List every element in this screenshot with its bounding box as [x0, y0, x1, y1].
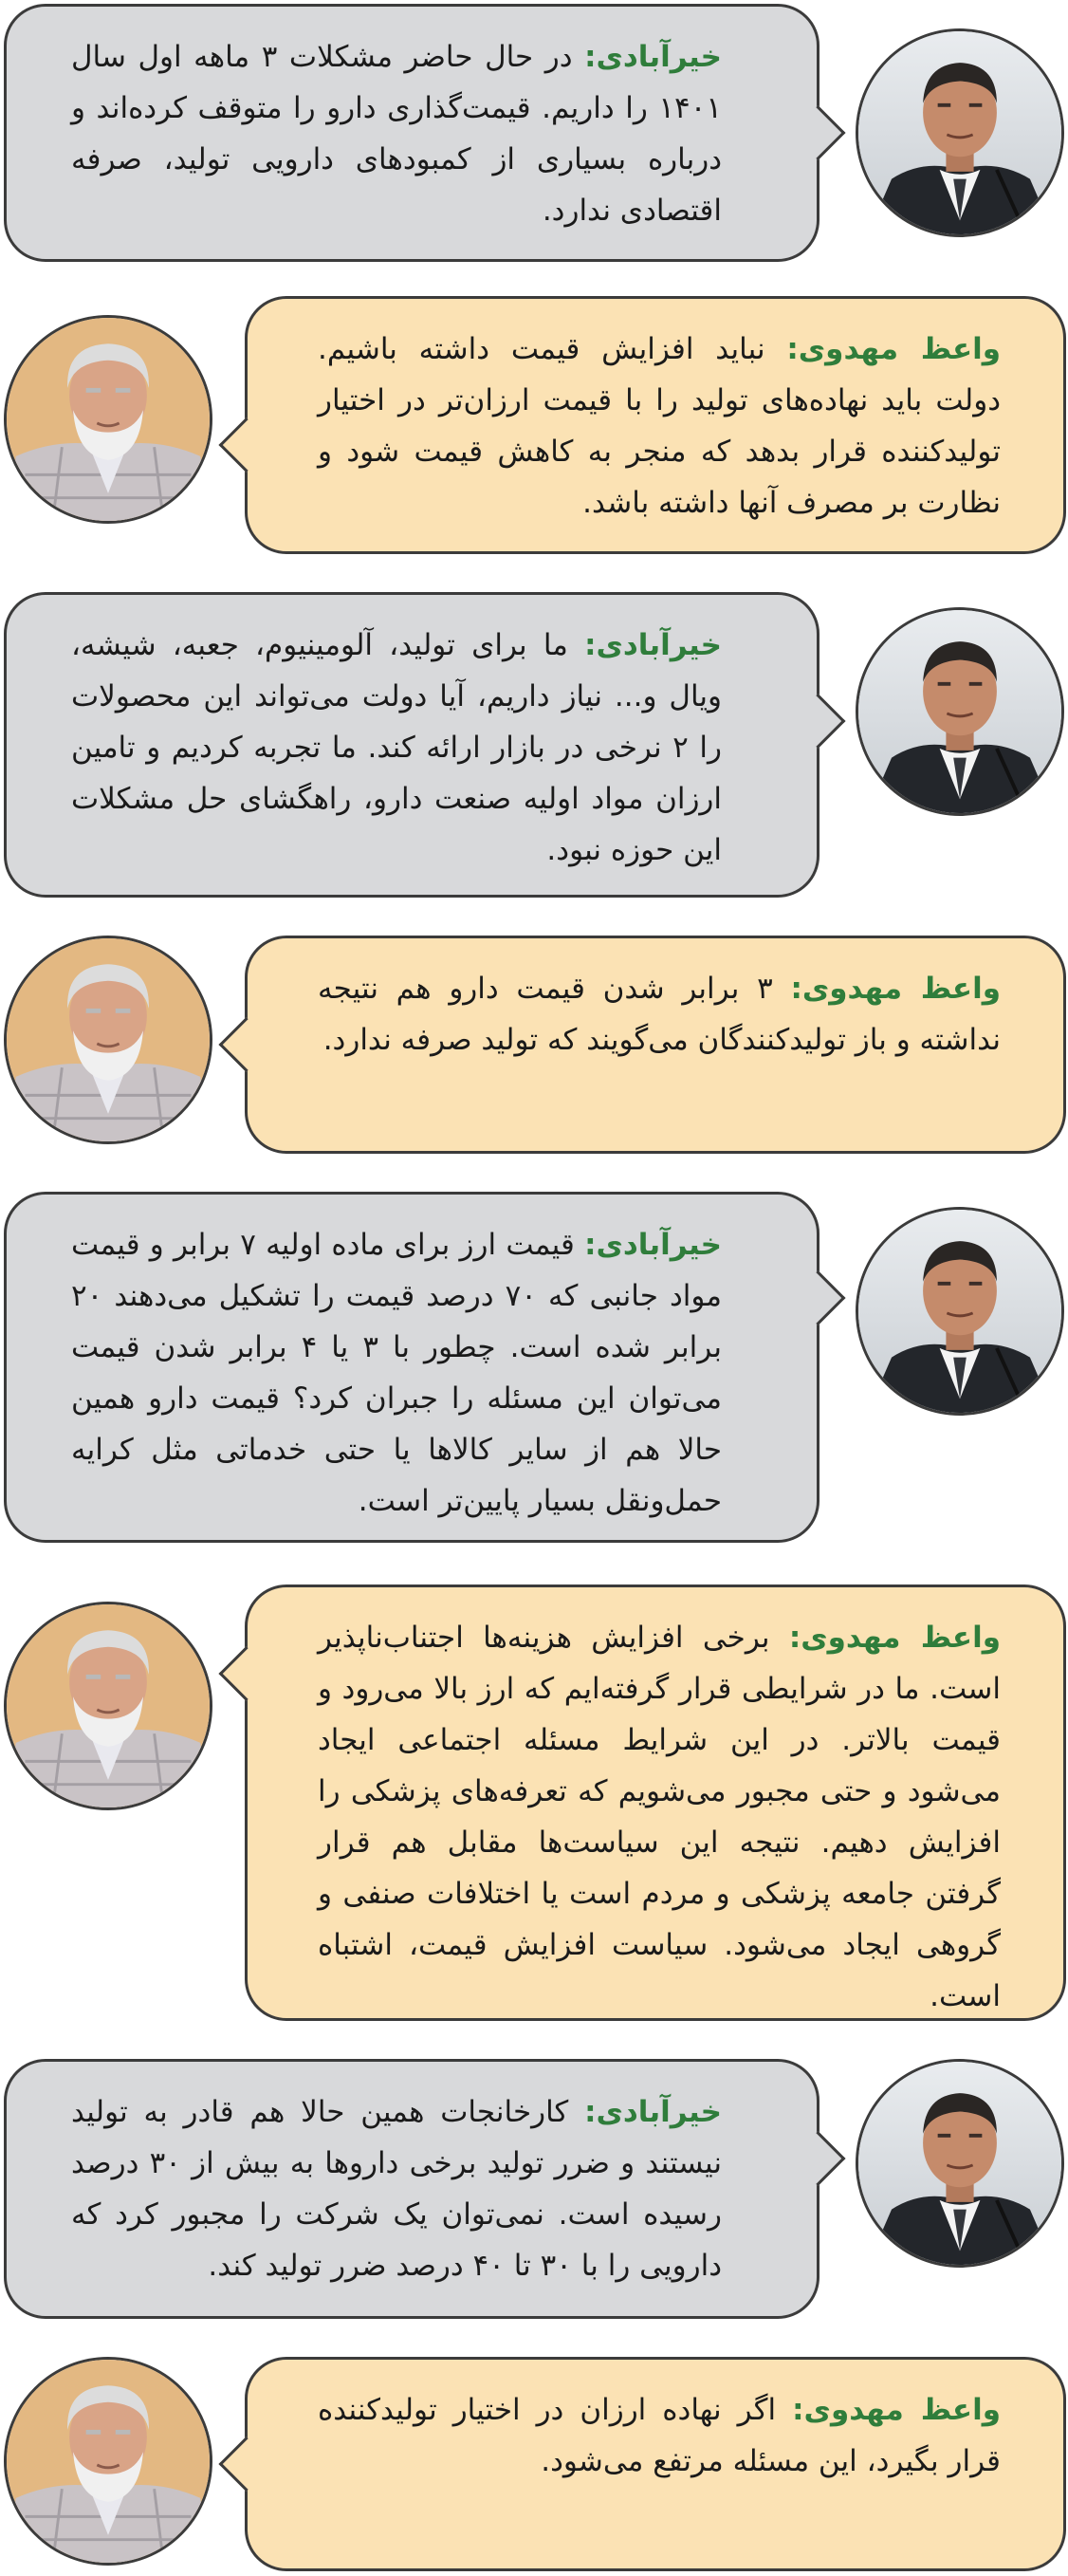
message-text: نباید افزایش قیمت داشته باشیم. دولت باید نهاده‌های تولید را با قیمت ارزان‌تر در اختیار تولیدکننده قرار بدهد که منجر به کاهش قیمت شود و نظارت بر مصرف آنها داشته باشد.: [318, 332, 1001, 520]
message-text: اگر نهاده ارزان در اختیار تولیدکننده قرار بگیرد، این مسئله مرتفع می‌شود.: [318, 2393, 1001, 2478]
message-text: در حال حاضر مشکلات ۳ ماهه اول سال ۱۴۰۱ را داریم. قیمت‌گذاری دارو را متوقف کرده‌اند و درباره بسیاری از کمبودهای دارویی تولید، صرفه اقتصادی ندارد.: [71, 40, 722, 228]
speaker-name: خیرآبادی:: [584, 40, 722, 74]
message-text: ما برای تولید، آلومینیوم، جعبه، شیشه، ویال و... نیاز داریم، آیا دولت می‌تواند این محصولات را ۲ نرخی در بازار ارائه کند. ما تجربه کردیم و تامین ارزان مواد اولیه صنعت دارو، راهگشای حل مشکلات این حوزه نبود.: [71, 628, 722, 867]
speech-bubble: [245, 1585, 1066, 2021]
message-row: [0, 1585, 1068, 2021]
speech-bubble: [245, 936, 1066, 1154]
khairabadi-avatar: [856, 2059, 1064, 2268]
message-text: برخی افزایش هزینه‌ها اجتناب‌ناپذیر است. ما در شرایطی قرار گرفته‌ایم که ارز بالا می‌رود و قیمت بالاتر. در این شرایط مسئله اجتماعی ایجاد می‌شود و حتی مجبور می‌شویم که تعرفه‌های پزشکی را افزایش دهیم. نتیجه این سیاست‌ها مقابل هم قرار گرفتن جامعه پزشکی و مردم است یا اختلافات صنفی و گروهی ایجاد می‌شود. سیاست افزایش قیمت، اشتباه است.: [318, 1621, 1001, 2013]
message-row: [0, 4, 1068, 262]
speaker-name: واعظ مهدوی:: [790, 972, 1001, 1006]
speech-bubble: [245, 296, 1066, 554]
speech-bubble: [4, 2059, 819, 2319]
speaker-name: خیرآبادی:: [584, 1228, 722, 1262]
message-row: [0, 2357, 1068, 2575]
message-row: [0, 592, 1068, 898]
message-row: [0, 936, 1068, 1154]
speaker-name: خیرآبادی:: [584, 628, 722, 662]
speech-bubble: [4, 592, 819, 898]
speech-bubble: [245, 2357, 1066, 2571]
speaker-name: خیرآبادی:: [584, 2095, 722, 2129]
message-row: [0, 2059, 1068, 2319]
speech-bubble: [4, 4, 819, 262]
vaez-mahdavi-avatar: [4, 2357, 212, 2566]
speaker-name: واعظ مهدوی:: [792, 2393, 1001, 2427]
message-text: کارخانجات همین حالا هم قادر به تولید نیستند و ضرر تولید برخی داروها به بیش از ۳۰ درصد رسیده است. نمی‌توان یک شرکت را مجبور کرد که دارویی را با ۳۰ تا ۴۰ درصد ضرر تولید کند.: [71, 2095, 722, 2283]
khairabadi-avatar: [856, 607, 1064, 816]
khairabadi-avatar: [856, 1207, 1064, 1416]
message-text: ۳ برابر شدن قیمت دارو هم نتیجه نداشته و باز تولیدکنندگان می‌گویند که تولید صرفه ندارد.: [318, 972, 1001, 1057]
message-text: قیمت ارز برای ماده اولیه ۷ برابر و قیمت مواد جانبی که ۷۰ درصد قیمت را تشکیل می‌دهند ۲۰ برابر شده است. چطور با ۳ یا ۴ برابر شدن قیمت می‌توان این مسئله را جبران کرد؟ قیمت دارو همین حالا هم از سایر کالاها یا حتی خدماتی مثل کرایه حمل‌ونقل بسیار پایین‌تر است.: [71, 1228, 723, 1518]
vaez-mahdavi-avatar: [4, 936, 212, 1144]
message-row: [0, 296, 1068, 554]
message-row: [0, 1192, 1068, 1543]
speaker-name: واعظ مهدوی:: [788, 1621, 1001, 1655]
vaez-mahdavi-avatar: [4, 1602, 212, 1810]
khairabadi-avatar: [856, 28, 1064, 237]
speech-bubble: [4, 1192, 819, 1543]
speaker-name: واعظ مهدوی:: [786, 332, 1002, 366]
vaez-mahdavi-avatar: [4, 315, 212, 524]
